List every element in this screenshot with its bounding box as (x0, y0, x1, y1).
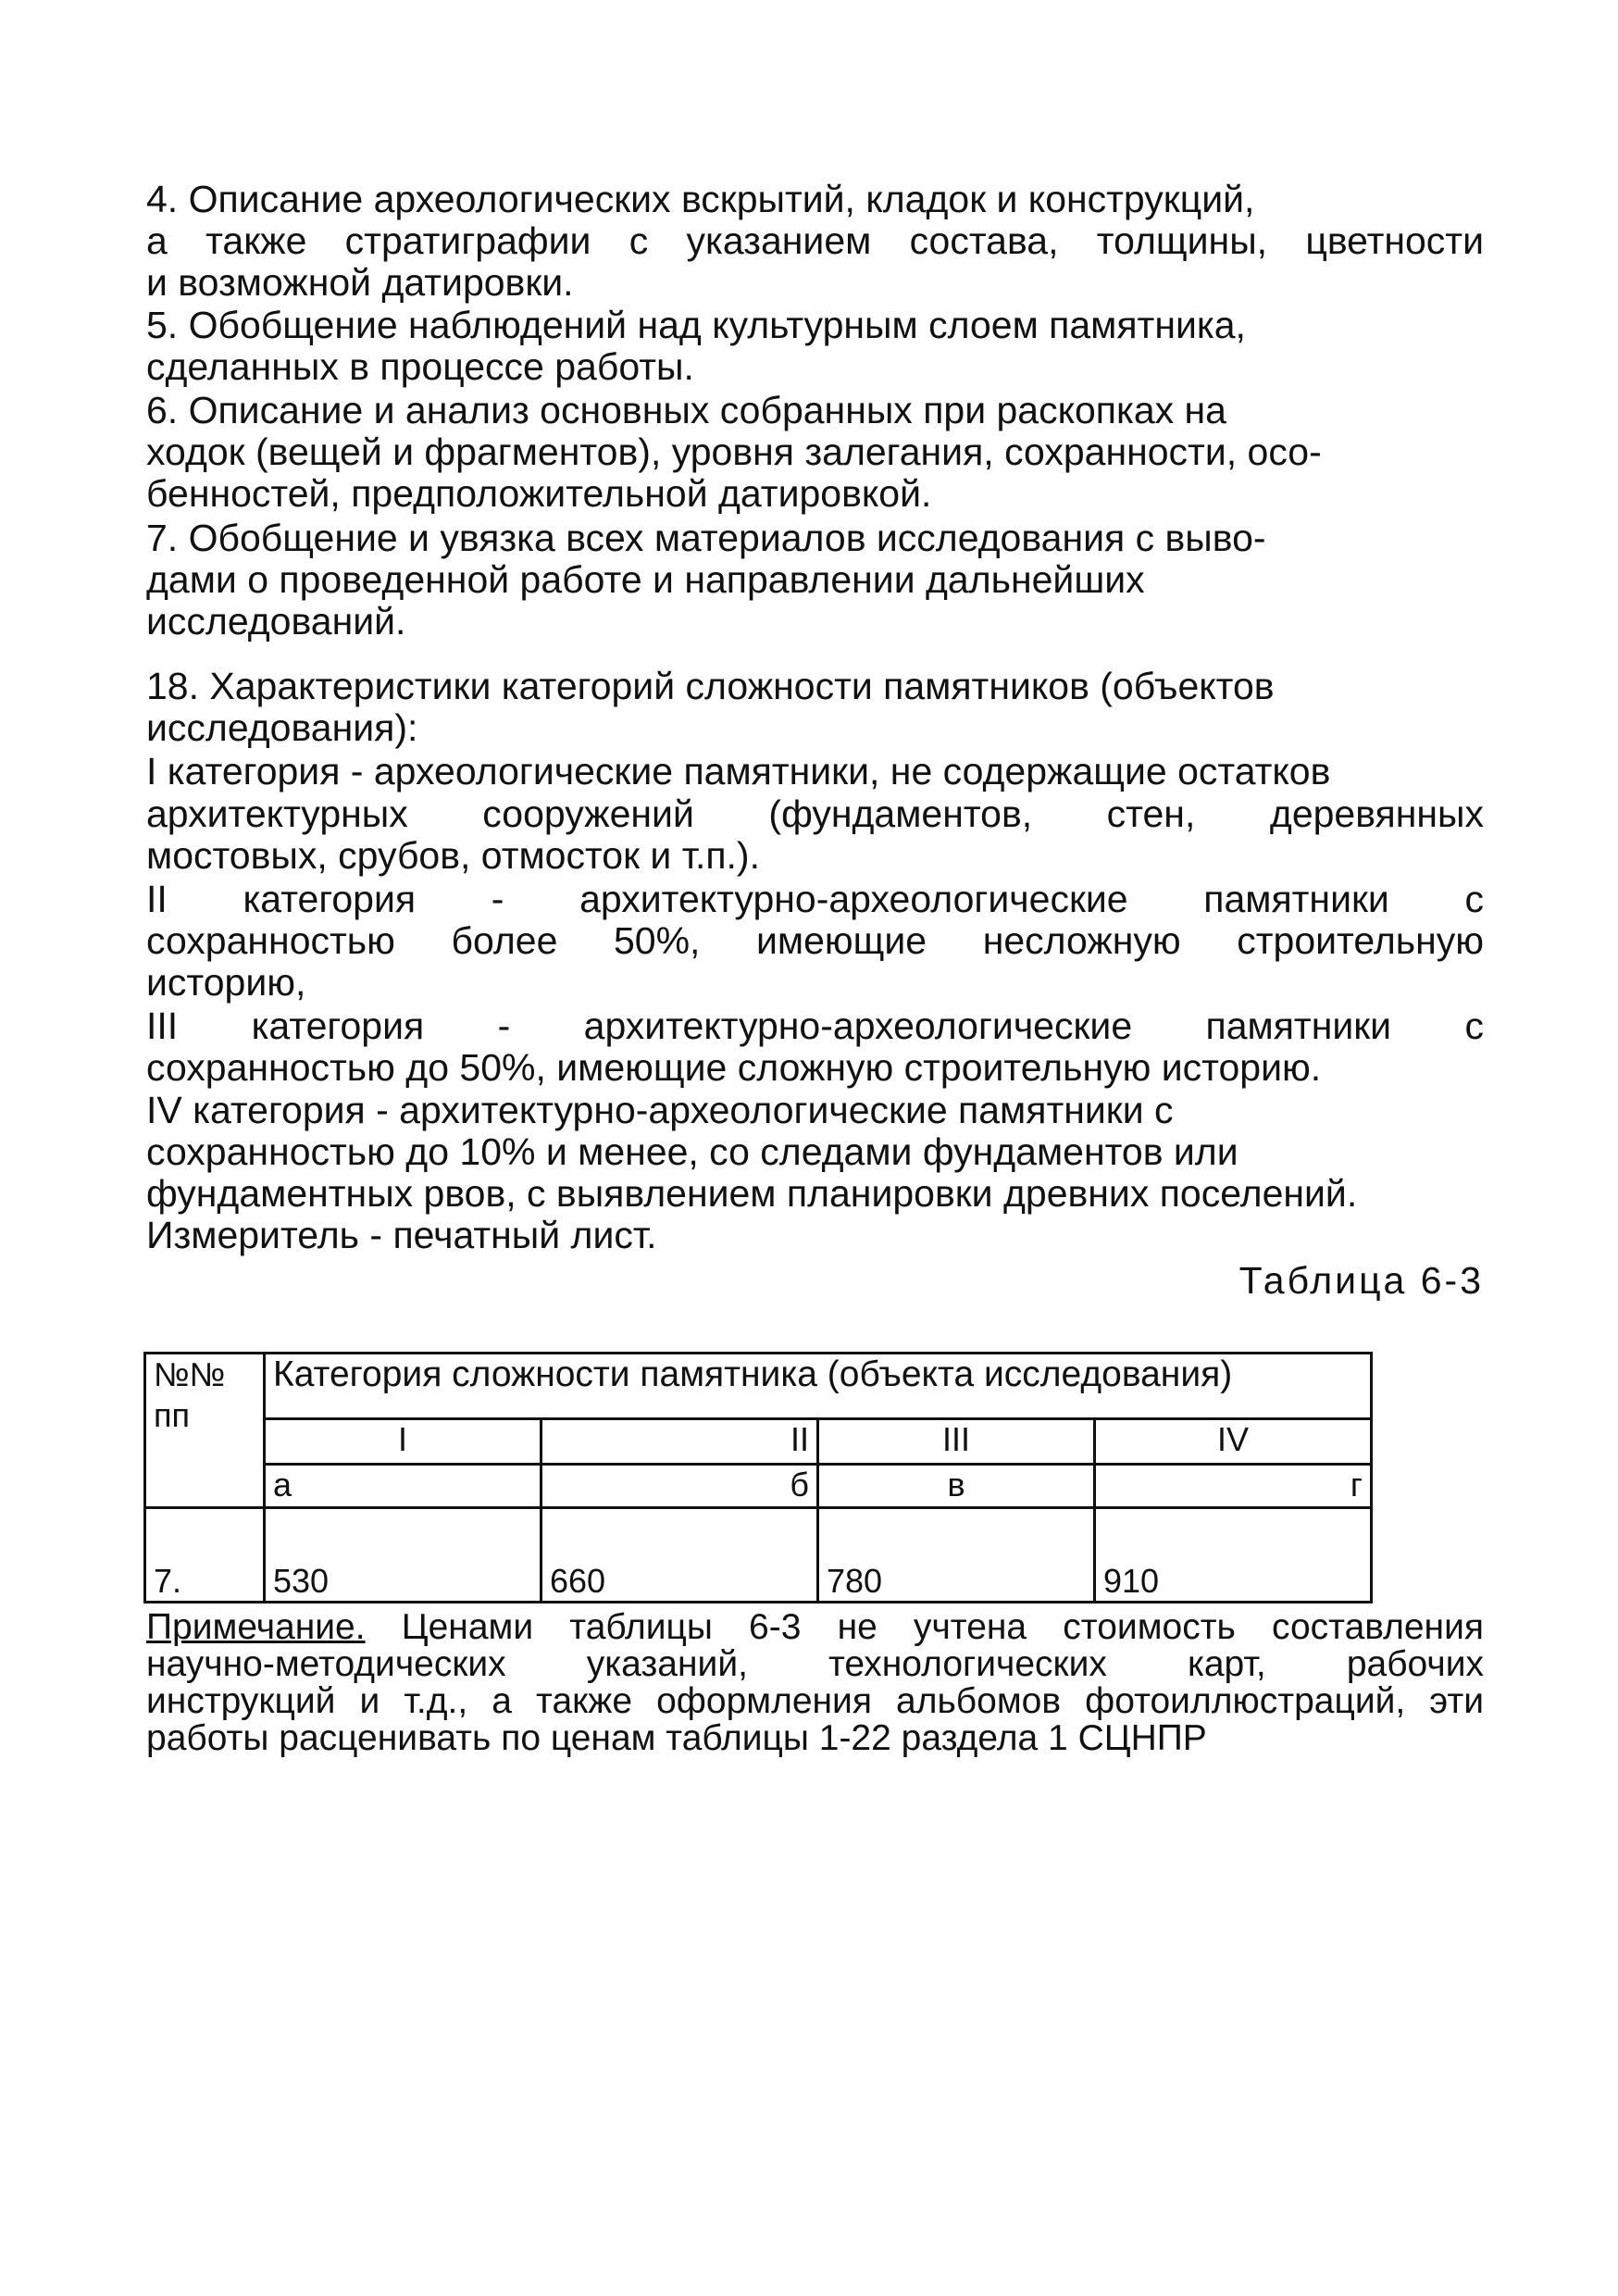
measure-line: Измеритель - печатный лист. (146, 1214, 657, 1256)
cat1-line2: архитектурных сооружений (фундаментов, стен, деревянных (146, 792, 1484, 835)
item5-line2: сделанных в процессе работы. (146, 345, 694, 388)
item7-line3: исследований. (146, 600, 406, 643)
roman-cell-1: I (265, 1419, 541, 1465)
row-number-header-line1: №№ (154, 1355, 226, 1393)
item4-line2: а также стратиграфии с указанием состава, толщины, цветности (146, 219, 1484, 262)
table-letter-row (145, 1465, 1372, 1508)
value-cell-3: 780 (818, 1508, 1095, 1603)
note-label: Примечание. (146, 1607, 366, 1647)
table-caption: Таблица 6-3 (1238, 1259, 1484, 1302)
letter-cell-2: б (541, 1465, 818, 1508)
note-line2: научно-методических указаний, технологических карт, рабочих (146, 1644, 1484, 1684)
item6-line3: бенностей, предположительной датировкой. (146, 472, 932, 515)
cat4-line1: IV категория - архитектурно-археологические памятники с (146, 1089, 1174, 1131)
cat1-line1: I категория - археологические памятники, не содержащие остатков (146, 750, 1331, 792)
item4-line3: и возможной датировки. (146, 261, 574, 304)
value-cell-2: 660 (541, 1508, 818, 1603)
cat2-line2: сохранностью более 50%, имеющие несложную строительную (146, 919, 1484, 962)
value-cell-1: 530 (265, 1508, 541, 1603)
table-row (145, 1508, 1372, 1603)
item6-line2: ходок (вещей и фрагментов), уровня залегания, сохранности, осо- (146, 430, 1322, 473)
cat2-line1: II категория - архитектурно-археологические памятники с (146, 878, 1484, 920)
table-roman-row (145, 1419, 1372, 1465)
row-number-header (145, 1354, 265, 1508)
note-line3: инструкций и т.д., а также оформления альбомов фотоиллюстраций, эти (146, 1681, 1484, 1721)
note-line1-text: Ценами таблицы 6-3 не учтена стоимость составления (365, 1607, 1484, 1647)
price-table (143, 1352, 1373, 1603)
item5-line1: 5. Обобщение наблюдений над культурным слоем памятника, (146, 304, 1246, 346)
cat3-line1: III категория - архитектурно-археологические памятники с (146, 1004, 1484, 1047)
section18-line1: 18. Характеристики категорий сложности памятников (объектов (146, 665, 1275, 707)
section18-line2: исследования): (146, 706, 418, 749)
letter-cell-1: а (265, 1465, 541, 1508)
item4-line1: 4. Описание археологических вскрытий, кладок и конструкций, (146, 178, 1255, 220)
cat4-line2: сохранностью до 10% и менее, со следами фундаментов или (146, 1130, 1238, 1173)
row-number-cell: 7. (145, 1508, 265, 1603)
cat2-line3: историю, (146, 961, 306, 1004)
category-header: Категория сложности памятника (объекта исследования) (265, 1354, 1372, 1419)
note-line1 (146, 1609, 1484, 1646)
note-line4: работы расценивать по ценам таблицы 1-22 раздела 1 СЦНПР (146, 1718, 1207, 1758)
item6-line1: 6. Описание и анализ основных собранных при раскопках на (146, 389, 1226, 431)
item7-line2: дами о проведенной работе и направлении дальнейших (146, 558, 1145, 601)
roman-cell-3: III (818, 1419, 1095, 1465)
item7-line1: 7. Обобщение и увязка всех материалов исследования с выво- (146, 517, 1266, 559)
cat3-line2: сохранностью до 50%, имеющие сложную строительную историю. (146, 1046, 1322, 1089)
roman-cell-2: II (541, 1419, 818, 1465)
cat1-line3: мостовых, срубов, отмосток и т.п.). (146, 834, 760, 877)
roman-cell-4: IV (1095, 1419, 1372, 1465)
value-cell-4: 910 (1095, 1508, 1372, 1603)
table-header-row (145, 1354, 1372, 1419)
letter-cell-3: в (818, 1465, 1095, 1508)
row-number-header-line2: пп (154, 1396, 190, 1434)
letter-cell-4: г (1095, 1465, 1372, 1508)
cat4-line3: фундаментных рвов, с выявлением планировки древних поселений. (146, 1172, 1358, 1215)
